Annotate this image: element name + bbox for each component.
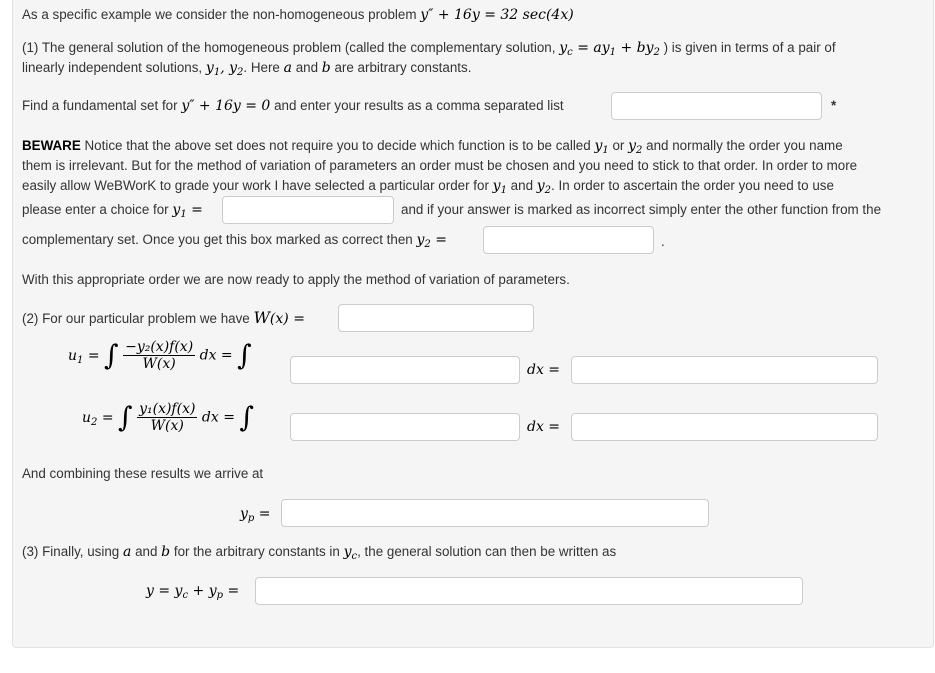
u2-dx: dx = [527,419,561,435]
period: . [661,234,665,249]
u1-integrand-input[interactable] [290,356,520,384]
problem-equation: y″ + 16y = 32 sec(4x) [420,7,574,23]
fundamental-set-input[interactable] [611,92,822,120]
part2-intro: With this appropriate order we are now ready to apply the method of variation of parameters. [22,272,570,287]
u2-integrand-input[interactable] [290,413,520,441]
yp-input[interactable] [281,499,709,527]
u1-dx: dx = [527,362,561,378]
problem-intro: As a specific example we consider the non-homogeneous problem y″ + 16y = 32 sec(4x) [22,7,574,23]
general-solution-label: $y = y_c + y_p$ = [146,583,240,601]
required-star: * [831,98,837,113]
yp-label: $y_p$ = [240,506,271,524]
wronskian-label: (2) For our particular problem we have W(x) = [22,308,305,327]
beware-line4b: and if your answer is marked as incorrect simply enter the other function from the [401,202,882,217]
beware-line5: complementary set. Once you get this box marked as correct then $y_2$ = [22,232,447,250]
general-solution-input[interactable] [255,577,803,605]
find-fundamental-label: Find a fundamental set for y″ + 16y = 0 and enter your results as a comma separated list [22,98,564,114]
beware-line4: please enter a choice for $y_1$ = [22,202,203,220]
u1-formula: $u_1$ = ∫ $\frac{\text{−y₂(x)f(x)}}{W(x)}$ dx = ∫ [68,338,252,372]
u2-result-input[interactable] [571,413,878,441]
part1-line2: linearly independent solutions, $y_1$, $y_2$. Here a and b are arbitrary constants. [22,60,472,78]
beware-line2: them is irrelevant. But for the method of variation of parameters an order must be chosen and you need to stick to that order. In order to more [22,158,858,173]
combine-text: And combining these results we arrive at [22,466,264,481]
beware-line1: BEWARE Notice that the above set does not require you to decide which function is to be called $y_1$ or $y_2$ and normally the order you name [22,138,843,156]
u1-result-input[interactable] [571,356,878,384]
y1-choice-input[interactable] [222,196,394,224]
beware-line3: easily allow WeBWorK to grade your work I have selected a particular order for $y_1$ and $y_2$. In order to ascertain the order you need to use [22,178,834,196]
y2-choice-input[interactable] [483,226,654,254]
part3-text: (3) Finally, using a and b for the arbitrary constants in $y_c$, the general solution can then be written as [22,544,617,562]
u2-formula: $u_2$ = ∫ $\frac{\text{y₁(x)f(x)}}{W(x)}$ dx = ∫ [82,400,254,434]
part1-line1: (1) The general solution of the homogeneous problem (called the complementary solution, $y_c = ay_1 + by_2$ ) is given in terms of a pair of [22,40,836,58]
wronskian-input[interactable] [338,304,534,332]
